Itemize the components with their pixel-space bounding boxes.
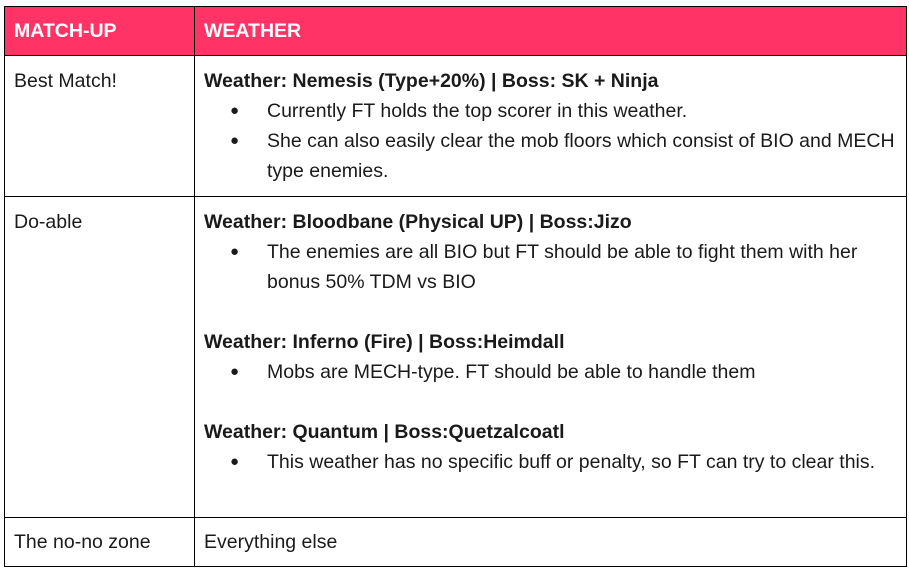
matchup-cell: Do-able xyxy=(5,197,195,518)
bullet-item: ● Currently FT holds the top scorer in this weather. xyxy=(267,96,897,126)
bullet-list xyxy=(204,237,897,297)
weather-cell: Everything else xyxy=(195,518,907,567)
header-weather: WEATHER xyxy=(195,7,907,56)
bullet-item: ● This weather has no specific buff or penalty, so FT can try to clear this. xyxy=(267,447,897,477)
weather-matchup-table-container xyxy=(4,6,907,567)
weather-cell xyxy=(195,56,907,197)
bullet-list xyxy=(204,96,897,186)
header-matchup: MATCH-UP xyxy=(5,7,195,56)
bullet-list xyxy=(204,447,897,477)
table-row-best-match xyxy=(5,56,907,197)
header-row xyxy=(5,7,907,56)
table-row-doable xyxy=(5,197,907,518)
matchup-cell: Best Match! xyxy=(5,56,195,197)
bullet-item: ● She can also easily clear the mob floors which consist of BIO and MECH type enemies. xyxy=(267,126,897,186)
bullet-list xyxy=(204,357,897,387)
bullet-item: ● Mobs are MECH-type. FT should be able to handle them xyxy=(267,357,897,387)
bullet-item: ● The enemies are all BIO but FT should be able to fight them with her bonus 50% TDM vs BIO xyxy=(267,237,897,297)
weather-title: Weather: Quantum | Boss:Quetzalcoatl xyxy=(204,421,565,443)
table-row-no-no-zone xyxy=(5,518,907,567)
weather-cell xyxy=(195,197,907,518)
matchup-cell: The no-no zone xyxy=(5,518,195,567)
weather-title: Weather: Nemesis (Type+20%) | Boss: SK + Ninja xyxy=(204,70,659,92)
block-spacer xyxy=(204,387,897,417)
weather-matchup-table xyxy=(4,6,907,567)
weather-title: Weather: Bloodbane (Physical UP) | Boss:Jizo xyxy=(204,211,632,233)
block-spacer xyxy=(204,297,897,327)
weather-title: Weather: Inferno (Fire) | Boss:Heimdall xyxy=(204,331,565,353)
